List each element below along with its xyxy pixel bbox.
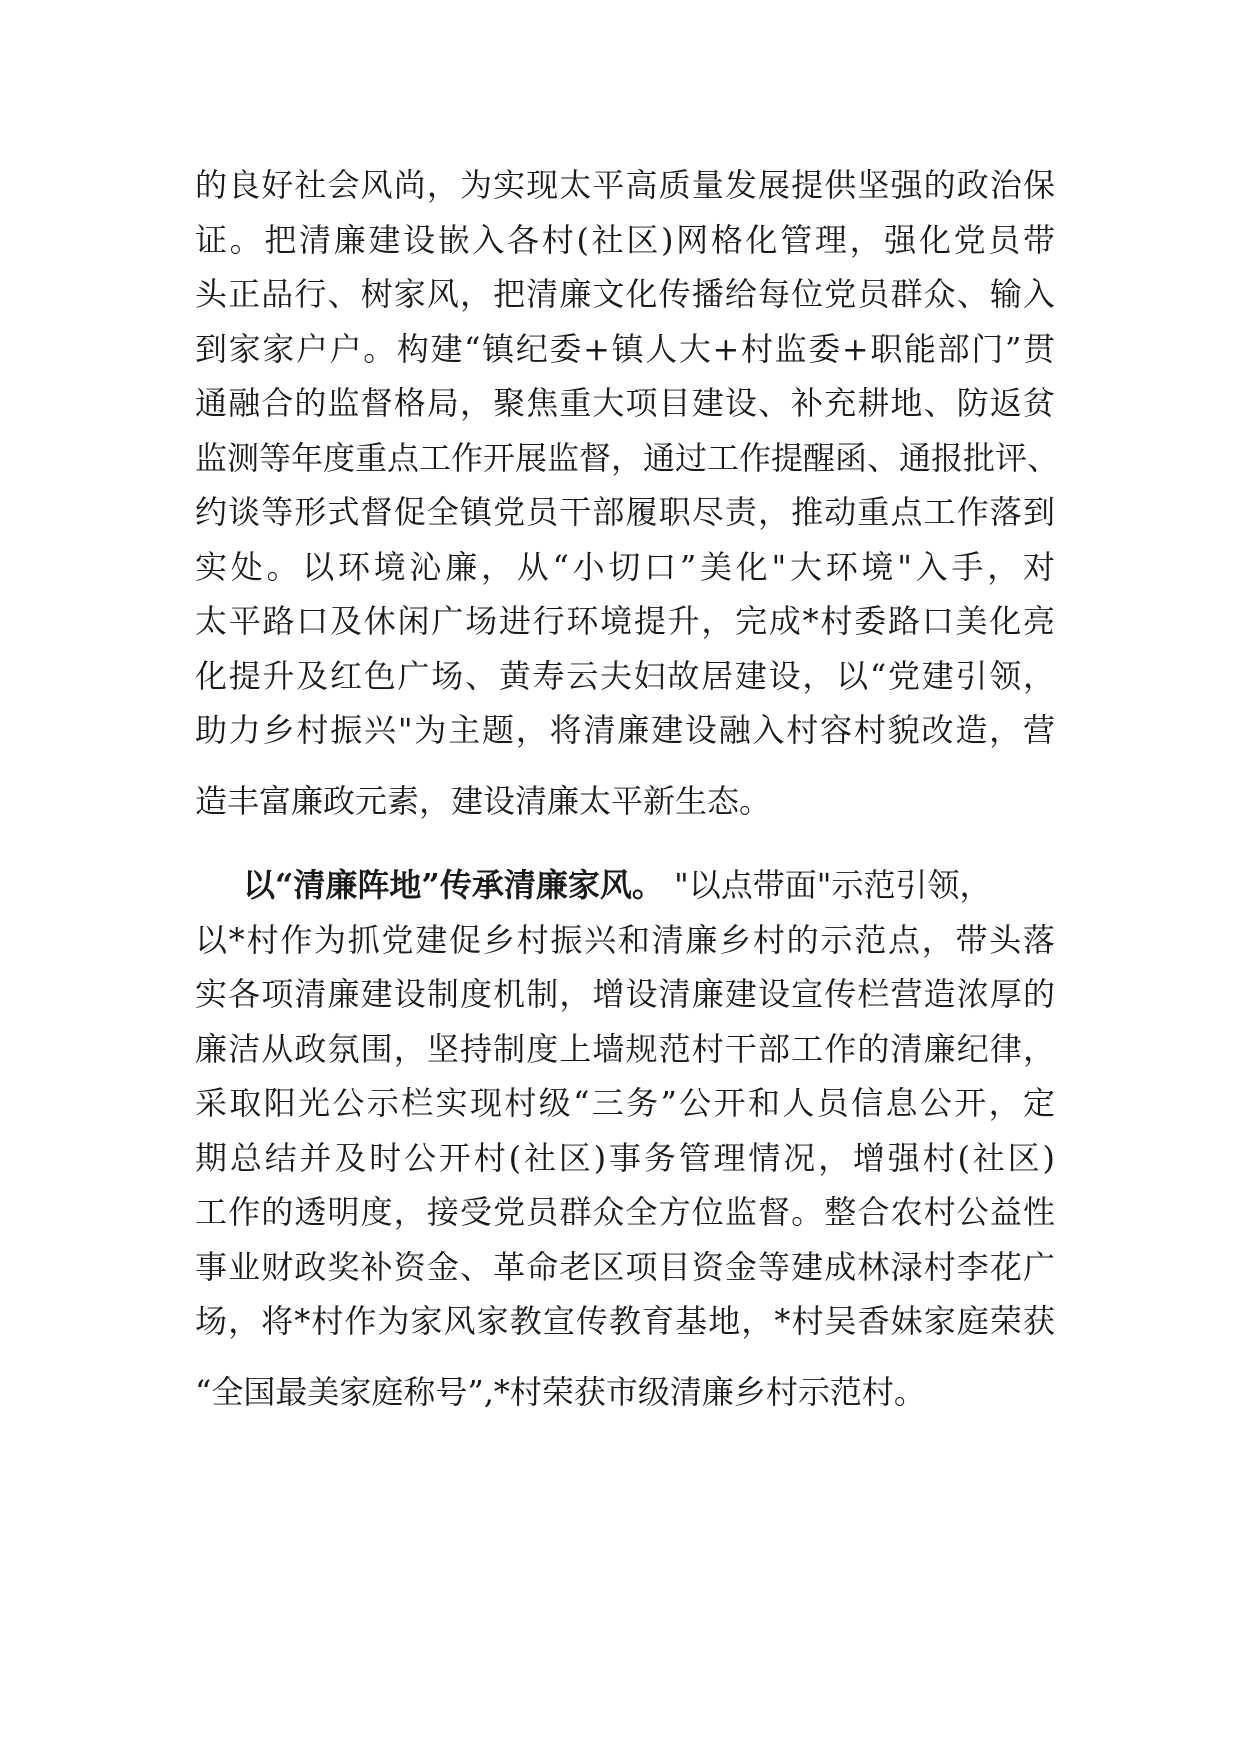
document-page	[195, 158, 1060, 1419]
paragraph-2	[195, 858, 1055, 1419]
paragraph-1-line-10: 化提升及红色广场、黄寿云夫妇故居建设，以“党建引领，	[195, 656, 1055, 695]
paragraph-1-line-8: 实处。以环境沁廉，从“小切口”美化"大环境"入手，对	[195, 547, 1055, 586]
paragraph-1-line-12: 造丰富廉政元素，建设清廉太平新生态。	[195, 781, 772, 820]
paragraph-2-line-7: 工作的透明度，接受党员群众全方位监督。整合农村公益性	[195, 1193, 1055, 1231]
paragraph-1-line-9: 太平路口及休闲广场进行环境提升，完成*村委路口美化亮	[195, 602, 1055, 640]
paragraph-1-line-5: 通融合的监督格局，聚焦重大项目建设、补充耕地、防返贫	[195, 384, 1055, 422]
paragraph-1-line-2: 证。把清廉建设嵌入各村(社区)网格化管理，强化党员带	[195, 220, 1055, 259]
paragraph-2-line-9: 场，将*村作为家风家教宣传教育基地，*村吴香妹家庭荣获	[195, 1302, 1055, 1340]
paragraph-1-line-7: 约谈等形式督促全镇党员干部履职尽责，推动重点工作落到	[195, 493, 1055, 531]
paragraph-2-line-6: 期总结并及时公开村(社区)事务管理情况，增强村(社区)	[195, 1138, 1055, 1177]
paragraph-2-heading: 以“清廉阵地”传承清廉家风。	[243, 866, 664, 904]
paragraph-2-line-10: “全国最美家庭称号”,*村荣获市级清廉乡村示范村。	[195, 1372, 926, 1411]
paragraph-1-line-11: 助力乡村振兴"为主题，将清廉建设融入村容村貌改造，营	[195, 711, 1055, 749]
paragraph-1-line-3: 头正品行、树家风，把清廉文化传播给每位党员群众、输入	[195, 275, 1055, 313]
paragraph-2-line-3: 实各项清廉建设制度机制，增设清廉建设宣传栏营造浓厚的	[195, 975, 1055, 1013]
paragraph-1	[195, 158, 1060, 828]
paragraph-2-line-4: 廉洁从政氛围，坚持制度上墙规范村干部工作的清廉纪律，	[195, 1029, 1055, 1068]
paragraph-1-line-1: 的良好社会风尚，为实现太平高质量发展提供坚强的政治保	[195, 166, 1055, 204]
paragraph-1-line-6: 监测等年度重点工作开展监督，通过工作提醒函、通报批评、	[195, 438, 1060, 477]
paragraph-2-line-2: 以*村作为抓党建促乡村振兴和清廉乡村的示范点，带头落	[195, 920, 1055, 959]
paragraph-2-line-8: 事业财政奖补资金、革命老区项目资金等建成林渌村李花广	[195, 1247, 1055, 1286]
paragraph-2-line-1	[195, 858, 1055, 913]
paragraph-2-line-5: 采取阳光公示栏实现村级“三务”公开和人员信息公开，定	[195, 1084, 1055, 1122]
paragraph-2-first-line-rest: "以点带面"示范引领，	[663, 866, 992, 904]
paragraph-1-line-4: 到家家户户。构建“镇纪委+镇人大+村监委+职能部门”贯	[195, 329, 1055, 368]
